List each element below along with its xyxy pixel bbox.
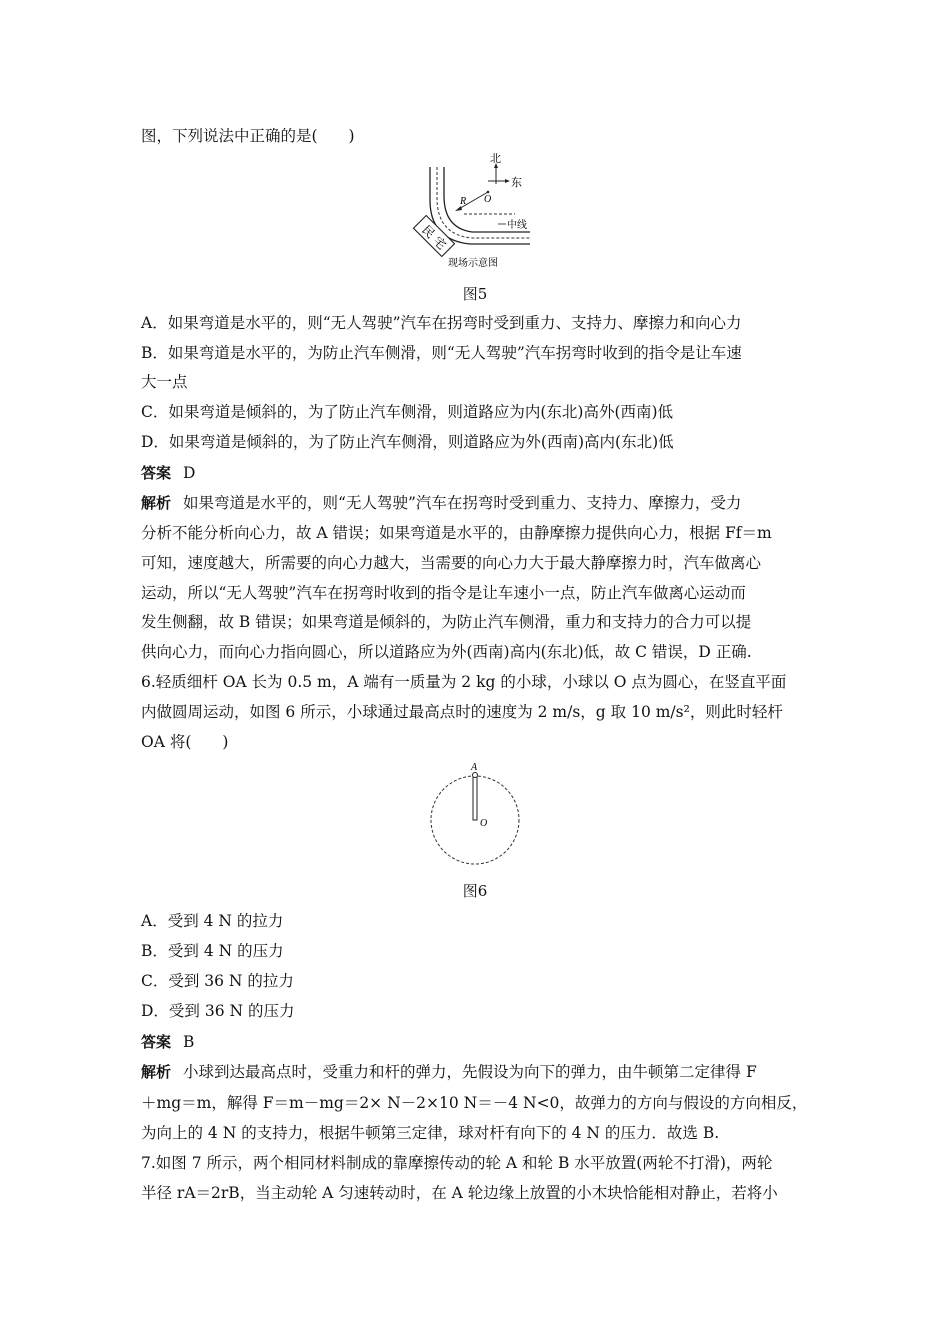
label-north: 北 [490, 152, 501, 165]
ball-A [473, 773, 478, 778]
q5-option-b: B．如果弯道是水平的，为防止汽车侧滑，则“无人驾驶”汽车拐弯时收到的指令是让车速 [141, 344, 742, 362]
q6-option-d: D．受到 36 N 的压力 [141, 1002, 295, 1020]
figure-inner-caption: 现场示意图 [448, 258, 498, 269]
label-east: 东 [511, 176, 522, 189]
label-O: O [484, 194, 492, 205]
q6-option-a: A．受到 4 N 的拉力 [141, 912, 284, 930]
q5-intro: 图，下列说法中正确的是( ) [141, 127, 355, 145]
q5-option-a: A．如果弯道是水平的，则“无人驾驶”汽车在拐弯时受到重力、支持力、摩擦力和向心力 [141, 314, 742, 332]
answer-label: 答案 [141, 464, 172, 482]
figure-6-caption: 图6 [462, 882, 488, 900]
label-A: A [471, 762, 478, 773]
figure-5-caption: 图5 [462, 285, 488, 303]
q6-analysis-1 [141, 1062, 757, 1082]
q6-analysis-3: 为向上的 4 N 的支持力，根据牛顿第三定律，球对杆有向下的 4 N 的压力．故选 B. [141, 1124, 720, 1142]
analysis-label: 解析 [141, 1063, 172, 1081]
label-R: R [460, 196, 467, 207]
q5-analysis-2: 分析不能分析向心力，故 A 错误；如果弯道是水平的，由静摩擦力提供向心力，根据 Ff＝m [141, 524, 772, 542]
q7-stem-1: 7.如图 7 所示，两个相同材料制成的靠摩擦传动的轮 A 和轮 B 水平放置(两轮不打滑)，两轮 [141, 1154, 773, 1172]
q7-stem-2: 半径 rA＝2rB，当主动轮 A 匀速转动时，在 A 轮边缘上放置的小木块恰能相对静止，若将小 [141, 1184, 778, 1202]
figure-5 [410, 152, 540, 270]
q5-answer [141, 463, 195, 483]
q6-option-b: B．受到 4 N 的压力 [141, 942, 284, 960]
answer-value: B [183, 1033, 195, 1051]
q5-option-b-cont: 大一点 [141, 373, 188, 391]
q6-stem-1: 6.轻质细杆 OA 长为 0.5 m，A 端有一质量为 2 kg 的小球，小球以 O 点为圆心，在竖直平面 [141, 673, 787, 691]
q5-analysis-4: 运动，所以“无人驾驶”汽车在拐弯时收到的指令是让车速小一点，防止汽车做离心运动而 [141, 584, 746, 602]
answer-label: 答案 [141, 1033, 172, 1051]
compass-east-arrow [505, 179, 510, 183]
q5-analysis-6: 供向心力，而向心力指向圆心，所以道路应为外(西南)高内(东北)低，故 C 错误，D 正确. [141, 643, 752, 661]
q5-analysis-5: 发生侧翻，故 B 错误；如果弯道是倾斜的，为防止汽车侧滑，重力和支持力的合力可以提 [141, 613, 752, 631]
label-O: O [480, 818, 488, 829]
q6-stem-3: OA 将( ) [141, 733, 229, 751]
analysis-text: 小球到达最高点时，受重力和杆的弹力，先假设为向下的弹力，由牛顿第二定律得 F [183, 1063, 757, 1081]
q6-answer [141, 1032, 194, 1052]
q6-stem-2: 内做圆周运动，如图 6 所示，小球通过最高点时的速度为 2 m/s，g 取 10 m/s²，则此时轻杆 [141, 703, 783, 721]
q5-analysis-1 [141, 493, 741, 513]
analysis-text: 如果弯道是水平的，则“无人驾驶”汽车在拐弯时受到重力、支持力、摩擦力，受力 [183, 494, 742, 512]
analysis-label: 解析 [141, 494, 172, 512]
q5-analysis-3: 可知，速度越大，所需要的向心力越大，当需要的向心力大于最大静摩擦力时，汽车做离心 [141, 554, 762, 572]
center-point [487, 191, 490, 194]
rod-OA [473, 776, 477, 820]
q5-option-c: C．如果弯道是倾斜的，为了防止汽车侧滑，则道路应为内(东北)高外(西南)低 [141, 403, 674, 421]
q6-option-c: C．受到 36 N 的拉力 [141, 972, 294, 990]
answer-value: D [183, 464, 196, 482]
label-house: 民宅 [419, 222, 452, 256]
figure-6 [425, 760, 525, 870]
label-center-line: 中线 [507, 220, 527, 231]
q6-analysis-2: ＋mg＝m，解得 F＝m－mg＝2× N－2×10 N＝－4 N<0，故弹力的方向与假设的方向相反， [141, 1094, 808, 1112]
q5-option-d: D．如果弯道是倾斜的，为了防止汽车侧滑，则道路应为外(西南)高内(东北)低 [141, 433, 674, 451]
